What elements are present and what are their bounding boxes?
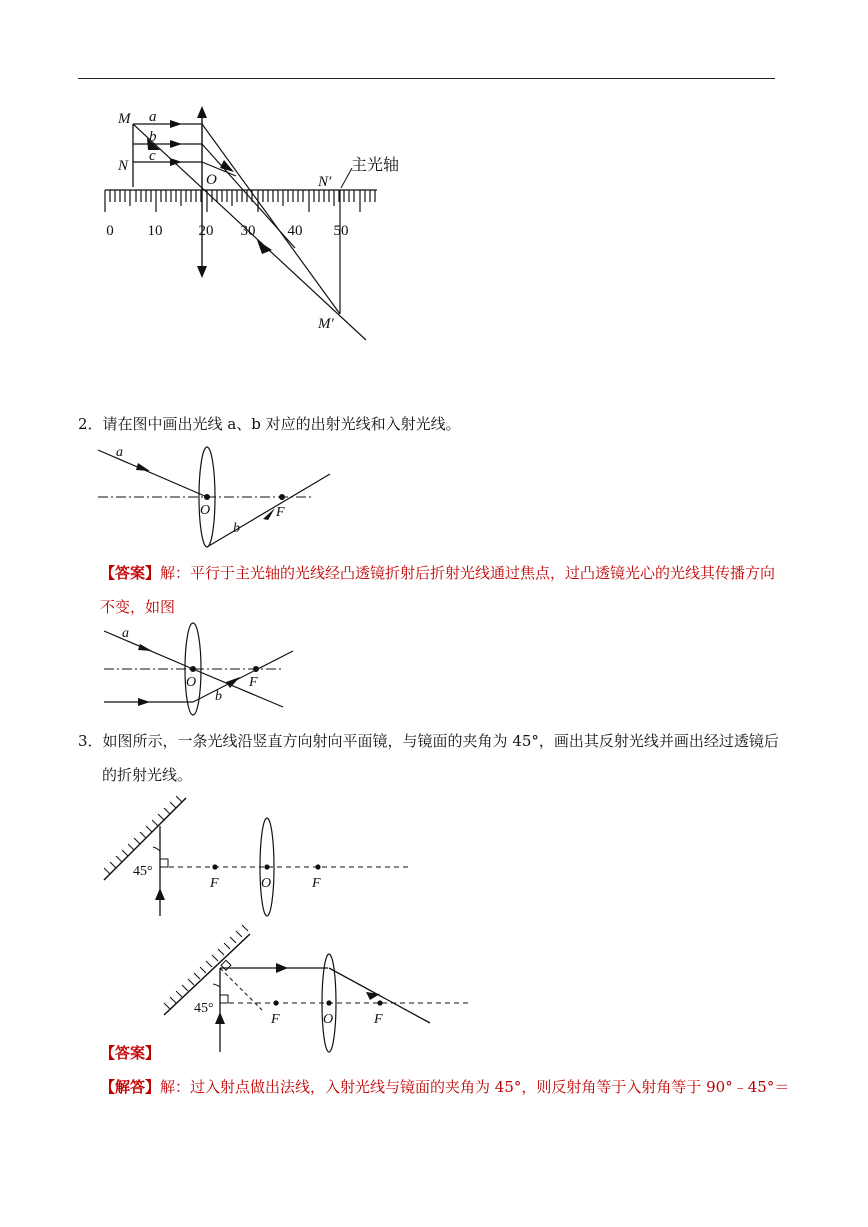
label-O: O — [261, 876, 272, 891]
label-axis-name: 主光轴 — [351, 157, 400, 174]
label-a: a — [116, 445, 123, 460]
answer-tag: 【答案】 — [100, 1044, 161, 1062]
label-N: N — [118, 158, 129, 174]
label-M-prime: M′ — [318, 316, 334, 332]
label-O: O — [186, 675, 197, 690]
label-N-prime: N′ — [318, 174, 332, 190]
label-F: F — [312, 876, 321, 891]
angle-label: 45° — [194, 1001, 214, 1016]
scale-number: 20 — [198, 223, 214, 239]
label-F: F — [271, 1012, 280, 1027]
question-number: 2． — [78, 415, 103, 433]
label-a: a — [122, 626, 129, 641]
label-O: O — [200, 503, 211, 518]
label-b: b — [233, 521, 240, 536]
focus-dot-left — [273, 1000, 278, 1005]
label-O: O — [206, 172, 217, 188]
scale-number: 10 — [147, 223, 163, 239]
label-O: O — [323, 1012, 334, 1027]
label-c: c — [149, 148, 156, 164]
question-number: 3． — [78, 732, 103, 750]
label-b: b — [215, 689, 222, 704]
question-text-line-2: 的折射光线。 — [102, 766, 193, 784]
angle-label: 45° — [133, 864, 153, 879]
question-text: 请在图中画出光线 a、b 对应的出射光线和入射光线。 — [102, 415, 461, 433]
focus-dot-right — [377, 1000, 382, 1005]
label-F: F — [210, 876, 219, 891]
scale-number: 50 — [333, 223, 349, 239]
solution-tag: 【解答】 — [100, 1078, 161, 1096]
question-text-line-1: 如图所示，一条光线沿竖直方向射向平面镜，与镜面的夹角为 45°，画出其反射光线并画出经过透镜后 — [102, 732, 779, 750]
label-F: F — [249, 675, 258, 690]
label-M: M — [118, 111, 131, 127]
normal-line — [220, 968, 262, 1010]
scale-number: 40 — [287, 223, 303, 239]
scale-number: 30 — [240, 223, 256, 239]
label-b: b — [149, 129, 157, 145]
label-a: a — [149, 109, 157, 125]
answer-line-2: 不变，如图 — [100, 598, 176, 616]
label-F: F — [374, 1012, 383, 1027]
answer-tag: 【答案】 — [100, 564, 161, 582]
answer-line-1: 解：平行于主光轴的光线经凸透镜折射后折射光线通过焦点，过凸透镜光心的光线其传播方向 — [160, 564, 776, 582]
solution-text: 解：过入射点做出法线，入射光线与镜面的夹角为 45°，则反射角等于入射角等于 90°﹣45°＝ — [160, 1078, 790, 1096]
optical-center-dot — [326, 1000, 331, 1005]
scale-number: 0 — [106, 223, 114, 239]
q3-answer — [100, 1036, 790, 1104]
label-F: F — [276, 505, 285, 520]
